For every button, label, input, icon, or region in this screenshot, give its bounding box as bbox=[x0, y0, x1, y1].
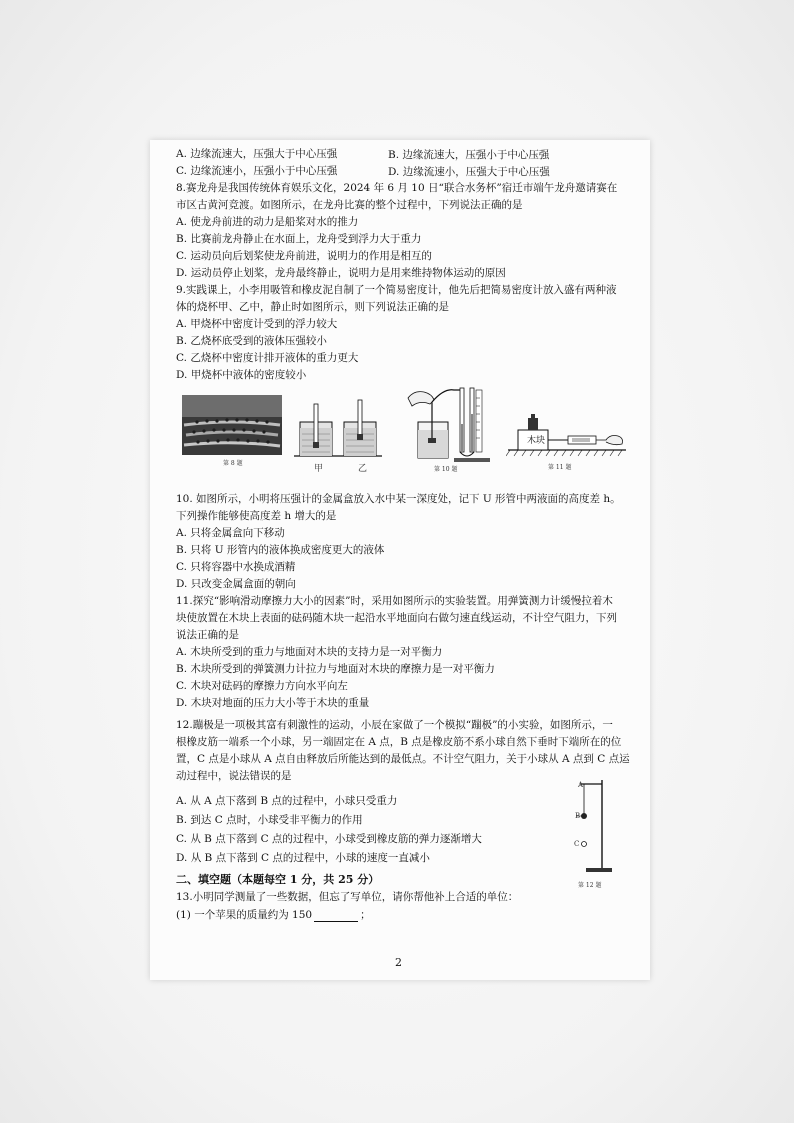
figure-q9-label-yi: 乙 bbox=[358, 464, 368, 474]
q8-option-c: C. 运动员向后划桨使龙舟前进，说明力的作用是相互的 bbox=[176, 250, 432, 262]
q8-option-d: D. 运动员停止划桨，龙舟最终静止，说明力是用来维持物体运动的原因 bbox=[176, 267, 506, 279]
section-2-title: 二、填空题（本题每空 1 分，共 25 分） bbox=[176, 873, 380, 886]
figure-q8-caption: 第 8 题 bbox=[223, 460, 243, 467]
q11-option-a: A. 木块所受到的重力与地面对木块的支持力是一对平衡力 bbox=[176, 646, 443, 658]
q12-option-d: D. 从 B 点下落到 C 点的过程中，小球的速度一直减小 bbox=[176, 852, 430, 864]
q9-option-d: D. 甲烧杯中液体的密度较小 bbox=[176, 369, 307, 381]
figure-q10-pressure-gauge bbox=[404, 378, 494, 464]
q12-stem-line3: 置，C 点是小球从 A 点自由释放后所能达到的最低点。不计空气阻力，关于小球从 A 点到 C 点运 bbox=[176, 753, 630, 765]
figure-q12-bungee-stand bbox=[566, 776, 616, 876]
q11-stem-line2: 块使放置在木块上表面的砝码随木块一起沿水平地面向右做匀速直线运动，不计空气阻力，下列 bbox=[176, 612, 617, 624]
figure-q11-caption: 第 11 题 bbox=[548, 464, 572, 471]
q9-option-c: C. 乙烧杯中密度计排开液体的重力更大 bbox=[176, 352, 359, 364]
figure-q12-point-c: C bbox=[574, 840, 580, 848]
q11-option-b: B. 木块所受到的弹簧测力计拉力与地面对木块的摩擦力是一对平衡力 bbox=[176, 663, 495, 675]
page-number: 2 bbox=[395, 956, 402, 969]
q12-option-b: B. 到达 C 点时，小球受非平衡力的作用 bbox=[176, 814, 363, 826]
q8-option-a: A. 使龙舟前进的动力是船桨对水的推力 bbox=[176, 216, 359, 228]
q10-stem-line1: 10. 如图所示，小明将压强计的金属盒放入水中某一深度处，记下 U 形管中两液面的高度差 h。 bbox=[176, 493, 621, 505]
q11-stem-line1: 11.探究“影响滑动摩擦力大小的因素”时，采用如图所示的实验装置。用弹簧测力计缓慢拉着木 bbox=[176, 595, 613, 607]
figure-q11-block-label: 木块 bbox=[526, 436, 545, 446]
q10-option-a: A. 只将金属盒向下移动 bbox=[176, 527, 285, 539]
figure-q11-friction-setup bbox=[506, 404, 628, 460]
q7-option-a: A. 边缘流速大，压强大于中心压强 bbox=[176, 148, 338, 160]
q12-stem-line4: 动过程中，说法错误的是 bbox=[176, 770, 292, 782]
q9-option-b: B. 乙烧杯底受到的液体压强较小 bbox=[176, 335, 327, 347]
q13-item-1-text: (1) 一个苹果的质量约为 150 bbox=[176, 909, 313, 921]
figure-q12-point-a: A bbox=[578, 781, 584, 789]
q12-option-c: C. 从 B 点下落到 C 点的过程中，小球受到橡皮筋的弹力逐渐增大 bbox=[176, 833, 482, 845]
q11-stem-line3: 说法正确的是 bbox=[176, 629, 239, 641]
q10-option-d: D. 只改变金属盒面的朝向 bbox=[176, 578, 296, 590]
q13-stem: 13.小明同学测量了一些数据，但忘了写单位，请你帮他补上合适的单位： bbox=[176, 891, 519, 903]
q12-option-a: A. 从 A 点下落到 B 点的过程中，小球只受重力 bbox=[176, 795, 398, 807]
q9-stem-line2: 体的烧杯甲、乙中，静止时如图所示，则下列说法正确的是 bbox=[176, 301, 449, 313]
q13-item-1-suffix: ； bbox=[360, 909, 371, 921]
figure-q8-dragon-boat-photo bbox=[182, 395, 282, 455]
q8-stem-line2: 市区古黄河竞渡。如图所示，在龙舟比赛的整个过程中，下列说法正确的是 bbox=[176, 199, 523, 211]
q8-option-b: B. 比赛前龙舟静止在水面上，龙舟受到浮力大于重力 bbox=[176, 233, 422, 245]
q7-option-c: C. 边缘流速小，压强小于中心压强 bbox=[176, 165, 338, 177]
q9-stem-line1: 9.实践课上，小李用吸管和橡皮泥自制了一个简易密度计，他先后把简易密度计放入盛有两种液 bbox=[176, 284, 617, 296]
figure-q9-label-jia: 甲 bbox=[314, 464, 324, 474]
q10-option-c: C. 只将容器中水换成酒精 bbox=[176, 561, 296, 573]
q13-item-1-blank[interactable] bbox=[314, 911, 358, 922]
q9-option-a: A. 甲烧杯中密度计受到的浮力较大 bbox=[176, 318, 338, 330]
figure-q12-caption: 第 12 题 bbox=[578, 882, 602, 889]
figure-q10-caption: 第 10 题 bbox=[434, 466, 458, 473]
q13-item-1 bbox=[176, 908, 371, 922]
figure-q9-hydrometer-beakers bbox=[292, 398, 384, 460]
q12-stem-line1: 12.蹦极是一项极其富有刺激性的运动，小辰在家做了一个模拟“蹦极”的小实验，如图所示，一 bbox=[176, 719, 613, 731]
figure-q12-point-b: B bbox=[575, 812, 581, 820]
q7-option-d: D. 边缘流速小，压强大于中心压强 bbox=[388, 166, 550, 178]
q7-option-b: B. 边缘流速大，压强小于中心压强 bbox=[388, 149, 550, 161]
q11-option-c: C. 木块对砝码的摩擦力方向水平向左 bbox=[176, 680, 348, 692]
q10-stem-line2: 下列操作能够使高度差 h 增大的是 bbox=[176, 510, 337, 522]
q12-stem-line2: 根橡皮筋一端系一个小球，另一端固定在 A 点，B 点是橡皮筋不系小球自然下垂时下端所在的位 bbox=[176, 736, 622, 748]
q10-option-b: B. 只将 U 形管内的液体换成密度更大的液体 bbox=[176, 544, 385, 556]
q8-stem-line1: 8.赛龙舟是我国传统体育娱乐文化，2024 年 6 月 10 日“联合水务杯”宿迁市端午龙舟邀请赛在 bbox=[176, 182, 618, 194]
q11-option-d: D. 木块对地面的压力大小等于木块的重量 bbox=[176, 697, 370, 709]
